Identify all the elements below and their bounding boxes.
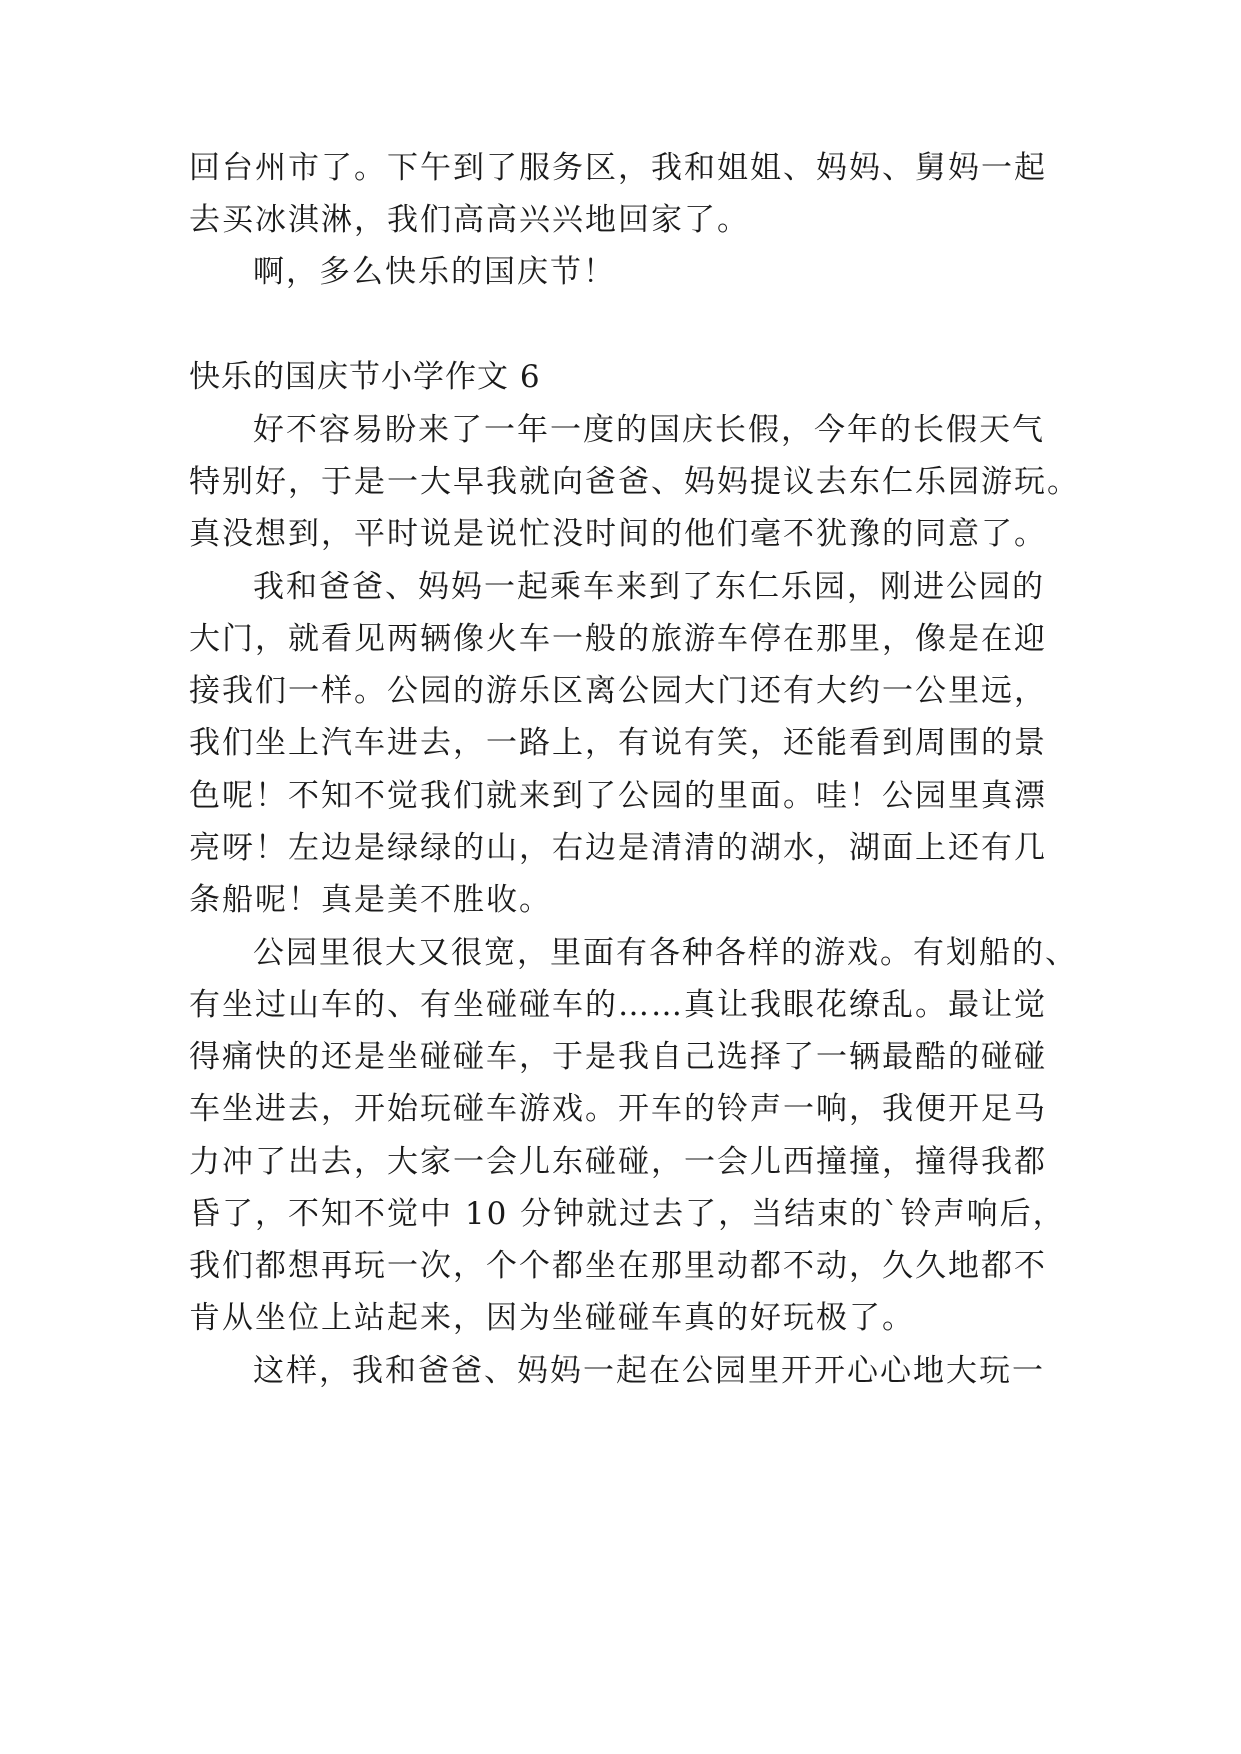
paragraph-line: 亮呀！左边是绿绿的山，右边是清清的湖水，湖面上还有几 [189, 830, 1047, 866]
paragraph-line: 我和爸爸、妈妈一起乘车来到了东仁乐园，刚进公园的 [253, 569, 1045, 605]
text-line: 去买冰淇淋，我们高高兴兴地回家了。 [189, 202, 750, 238]
paragraph-line: 这样，我和爸爸、妈妈一起在公园里开开心心地大玩一 [253, 1353, 1045, 1389]
paragraph-line: 好不容易盼来了一年一度的国庆长假，今年的长假天气 [253, 412, 1045, 448]
text-line: 回台州市了。下午到了服务区，我和姐姐、妈妈、舅妈一起 [189, 150, 1047, 186]
paragraph-line: 色呢！不知不觉我们就来到了公园的里面。哇！公园里真漂 [189, 778, 1047, 814]
paragraph-line: 真没想到，平时说是说忙没时间的他们毫不犹豫的同意了。 [189, 516, 1047, 552]
paragraph-line: 得痛快的还是坐碰碰车，于是我自己选择了一辆最酷的碰碰 [189, 1039, 1047, 1075]
paragraph-line: 条船呢！真是美不胜收。 [189, 882, 552, 918]
paragraph-line: 肯从坐位上站起来，因为坐碰碰车真的好玩极了。 [189, 1300, 915, 1336]
paragraph-line: 力冲了出去，大家一会儿东碰碰，一会儿西撞撞，撞得我都 [189, 1144, 1047, 1180]
paragraph-line: 我们都想再玩一次，个个都坐在那里动都不动，久久地都不 [189, 1248, 1047, 1284]
paragraph-line: 公园里很大又很宽，里面有各种各样的游戏。有划船的、 [253, 935, 1078, 971]
closing-line: 啊，多么快乐的国庆节！ [253, 254, 616, 290]
paragraph-line: 特别好，于是一大早我就向爸爸、妈妈提议去东仁乐园游玩。 [189, 464, 1080, 500]
paragraph-line: 大门，就看见两辆像火车一般的旅游车停在那里，像是在迎 [189, 621, 1047, 657]
paragraph-line: 昏了，不知不觉中 10 分钟就过去了，当结束的`铃声响后， [189, 1196, 1066, 1232]
paragraph-line: 车坐进去，开始玩碰车游戏。开车的铃声一响，我便开足马 [189, 1091, 1047, 1127]
paragraph-line: 我们坐上汽车进去，一路上，有说有笑，还能看到周围的景 [189, 725, 1047, 761]
section-title: 快乐的国庆节小学作文 6 [189, 359, 541, 395]
paragraph-line: 有坐过山车的、有坐碰碰车的……真让我眼花缭乱。最让觉 [189, 987, 1047, 1023]
paragraph-line: 接我们一样。公园的游乐区离公园大门还有大约一公里远， [189, 673, 1047, 709]
